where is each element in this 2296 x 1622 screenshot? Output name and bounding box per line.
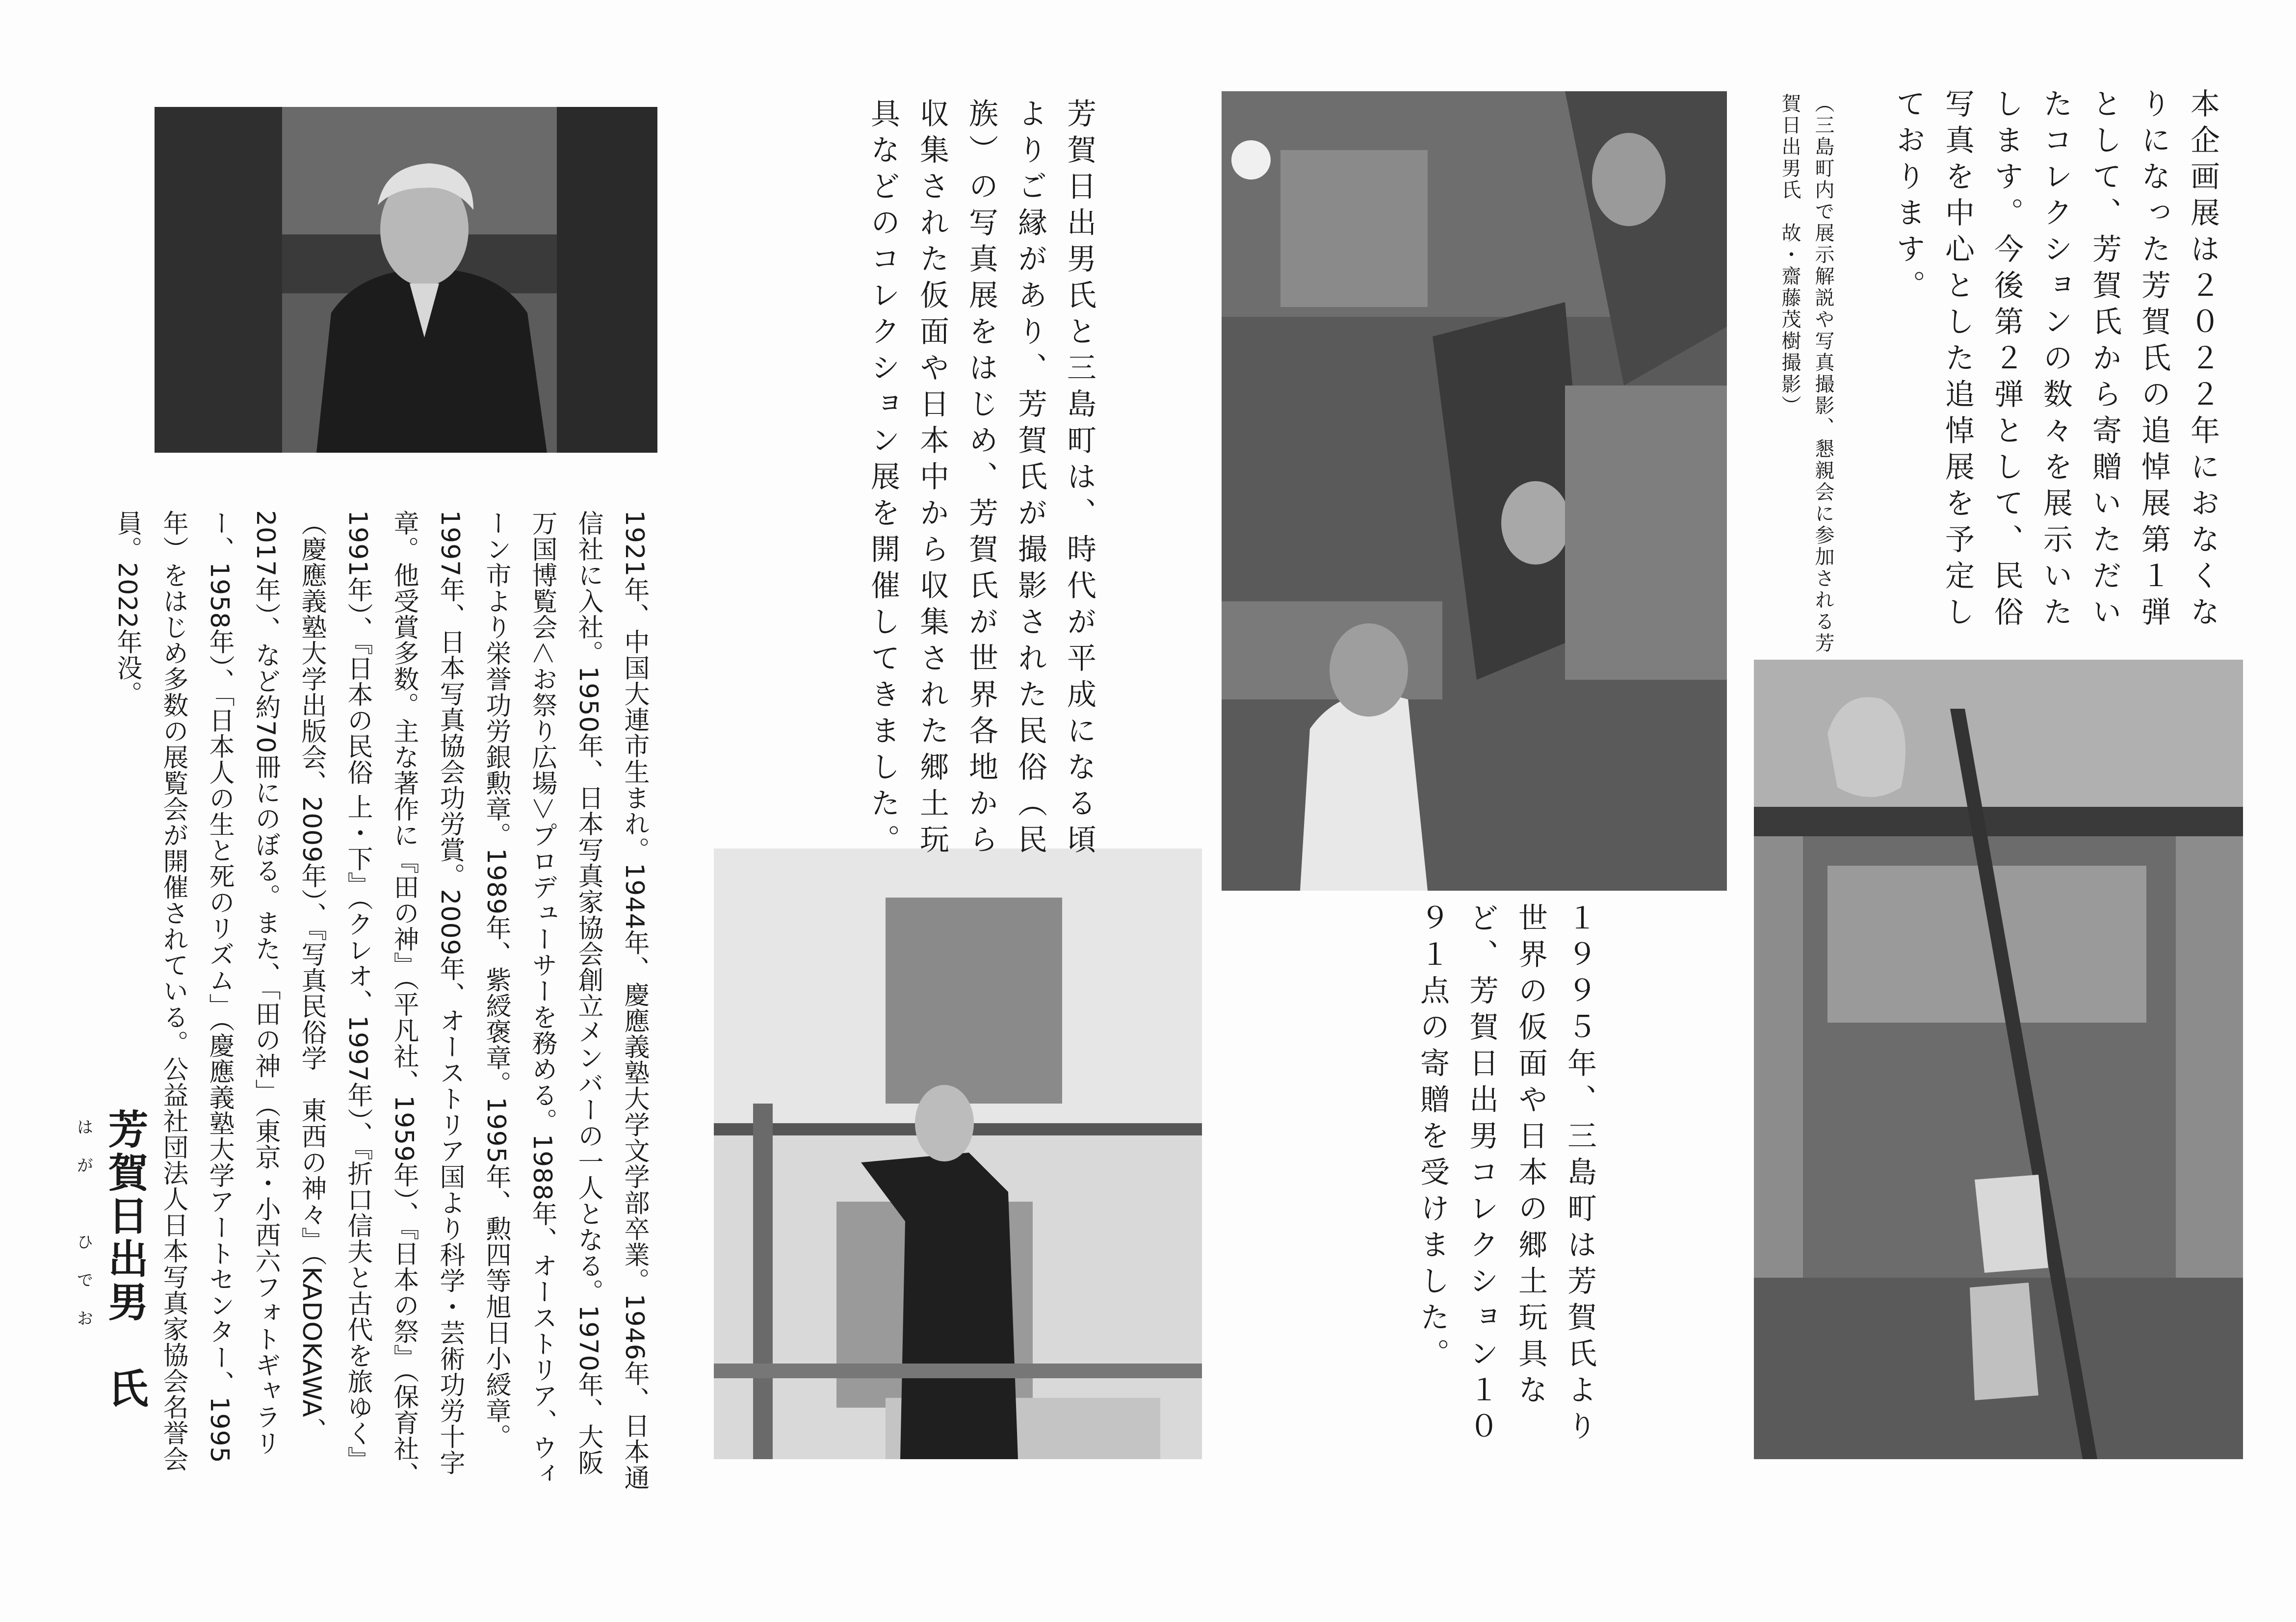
portrait-photo bbox=[155, 107, 657, 453]
farmhouse-photo bbox=[1754, 660, 2243, 1459]
person-name bbox=[98, 1108, 152, 1411]
exhibition-photo bbox=[714, 849, 1202, 1459]
gathering-photo bbox=[1222, 91, 1727, 891]
exhibition-paragraph: 本企画展は２０２２年におなくなりになった芳賀氏の追悼展第１弾として、芳賀氏から寄贈いただいたコレクションの数々を展示いたします。今後第２弾として、民俗写真を中心とした追悼展を予定しております。 bbox=[1891, 88, 2220, 633]
donation-paragraph: １９９５年、三島町は芳賀氏より世界の仮面や日本の郷土玩具など、芳賀日出男コレクション１０９１点の寄贈を受けました。 bbox=[1415, 902, 1597, 1447]
given-name: 日出男 bbox=[102, 1195, 149, 1324]
name-ruby: はが ひでお bbox=[74, 1118, 93, 1348]
surname: 芳賀 bbox=[102, 1108, 149, 1195]
intro-paragraph: 芳賀日出男氏と三島町は、時代が平成になる頃よりご縁があり、芳賀氏が撮影された民俗（民族）の写真展をはじめ、芳賀氏が世界各地から収集された仮面や日本中から収集された郷土玩具などのコレクション展を開催してきました。 bbox=[866, 98, 1096, 860]
photo-caption: （三島町内で展示解説や写真撮影、懇親会に参加される芳賀日出男氏 故・齋藤茂樹撮影） bbox=[1778, 93, 1834, 654]
biography-text: 1921年、中国大連市生まれ。1944年、慶應義塾大学文学部卒業。1946年、日本通信社に入社。1950年、日本写真家協会創立メンバーの一人となる。1970年、大阪万国博覧会＜お祭り広場＞プロデューサーを務める。1988年、オーストリア、ウィーン市より栄誉功労銀勲章。1989年、紫綬褒章。1995年、勲四等旭日小綬章。1997年、日本写真協会功労賞。2009年、オーストリア国より科学・芸術功労十字章。他受賞多数。主な著作に『田の神』（平凡社、1959年）、『日本の祭』（保育社、1991年）、『日本の民俗 上・下』（クレオ、1997年）、『折口信夫と古代を旅ゆく』（慶應義塾大学出版会、2009年）、『写真民俗学 東西の神々』（KADOKAWA、2017年）、など約70冊にのぼる。また、「田の神」（東京・小西六フォトギャラリー、1958年）、「日本人の生と死のリズム」（慶應義塾大学アートセンター、1995年）をはじめ多数の展覧会が開催されている。公益社団法人日本写真家協会名誉会員。2022年没。 bbox=[112, 510, 649, 1491]
name-heading bbox=[74, 1108, 152, 1491]
honorific: 氏 bbox=[102, 1367, 149, 1411]
